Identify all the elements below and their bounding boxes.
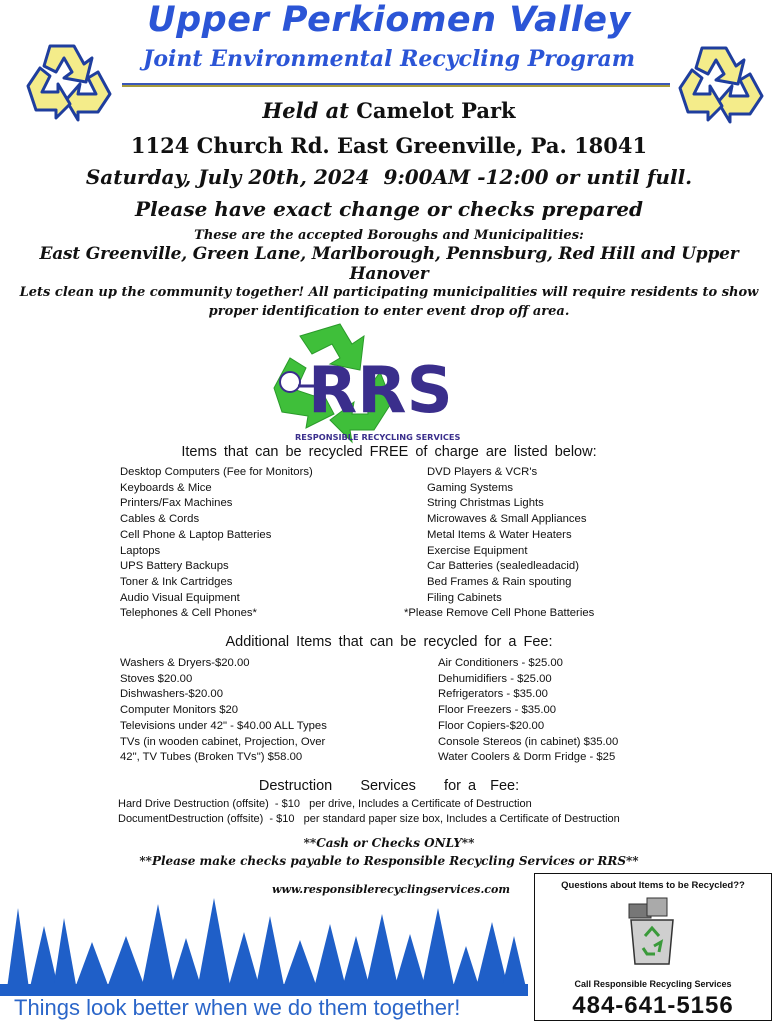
document-destruction-line: DocumentDestruction (offsite) - $10 per standard paper size box, Includes a Certificate of Destruction	[118, 813, 620, 825]
list-item: *Please Remove Cell Phone Batteries	[404, 607, 595, 620]
title-divider	[122, 83, 670, 87]
fee-items-right-list	[438, 656, 618, 766]
accepted-municipalities-intro: These are the accepted Boroughs and Municipalities:	[194, 228, 584, 243]
free-items-header: Items that can be recycled FREE of charge are listed below:	[181, 444, 597, 460]
list-item: Bed Frames & Rain spouting	[427, 575, 572, 588]
list-item: Microwaves & Small Appliances	[427, 513, 587, 526]
event-date-time: Saturday, July 20th, 2024 9:00AM -12:00 or until full.	[85, 165, 693, 189]
cash-or-checks-note: **Cash or Checks ONLY**	[303, 836, 475, 850]
list-item: Water Coolers & Dorm Fridge - $25	[438, 751, 616, 764]
list-item: Floor Freezers - $35.00	[438, 704, 557, 717]
list-item: Washers & Dryers-$20.00	[120, 657, 250, 669]
event-venue: Camelot Park	[356, 98, 516, 123]
list-item: Televisions under 42" - $40.00 ALL Types	[120, 719, 327, 732]
list-item: Console Stereos (in cabinet) $35.00	[438, 735, 619, 748]
list-item: UPS Battery Backups	[120, 560, 229, 573]
list-item: String Christmas Lights	[427, 497, 544, 510]
list-item: Laptops	[120, 544, 161, 557]
fee-items-left-list	[120, 656, 327, 766]
community-note: Lets clean up the community together! All participating municipalities will require residents to show proper identification to enter event drop off area.	[19, 285, 759, 319]
list-item: Stoves $20.00	[120, 672, 193, 685]
event-venue-line	[0, 98, 778, 123]
list-item: Toner & Ink Cartridges	[120, 575, 233, 588]
list-item: Car Batteries (sealedleadacid)	[427, 560, 579, 573]
list-item: Cell Phone & Laptop Batteries	[120, 528, 272, 541]
free-items-right-list	[404, 465, 594, 622]
list-item: Air Conditioners - $25.00	[438, 657, 563, 669]
free-items-left-list	[120, 465, 313, 622]
rrs-logo-graphic	[260, 318, 510, 446]
list-item: Exercise Equipment	[427, 544, 528, 557]
list-item: Audio Visual Equipment	[120, 591, 240, 604]
destruction-header: Destruction Services for a Fee:	[258, 778, 520, 794]
list-item: Gaming Systems	[427, 481, 514, 494]
list-item: TVs (in wooden cabinet, Projection, Over	[120, 735, 326, 748]
recycle-bin-icon	[621, 896, 683, 968]
questions-box-phone[interactable]: 484-641-5156	[572, 992, 734, 1019]
page-subtitle: Joint Environmental Recycling Program	[142, 46, 636, 72]
list-item: Refrigerators - $35.00	[438, 688, 548, 701]
rrs-logo-letters: RRS	[308, 354, 453, 428]
held-at-prefix: Held at	[262, 98, 349, 123]
fee-items-header: Additional Items that can be recycled for a Fee:	[225, 634, 553, 650]
list-item: Floor Copiers-$20.00	[438, 719, 545, 732]
questions-box-call-text: Call Responsible Recycling Services	[574, 979, 732, 989]
list-item: Filing Cabinets	[427, 591, 502, 604]
list-item: Dishwashers-$20.00	[120, 688, 223, 701]
municipalities-list: East Greenville, Green Lane, Marlborough, Pennsburg, Red Hill and Upper Hanover	[39, 244, 739, 284]
website-link[interactable]: www.responsiblerecyclingservices.com	[272, 883, 510, 896]
list-item: DVD Players & VCR's	[427, 466, 538, 478]
list-item: Cables & Cords	[120, 513, 200, 526]
list-item: Dehumidifiers - $25.00	[438, 672, 552, 685]
payment-note: Please have exact change or checks prepared	[135, 197, 643, 221]
hard-drive-destruction-line: Hard Drive Destruction (offsite) - $10 per drive, Includes a Certificate of Destruction	[118, 798, 532, 810]
rrs-logo-tagline: RESPONSIBLE RECYCLING SERVICES	[295, 432, 461, 442]
questions-box	[534, 873, 772, 1021]
list-item: 42", TV Tubes (Broken TVs") $58.00	[120, 751, 303, 764]
checks-payable-note: **Please make checks payable to Responsible Recycling Services or RRS**	[139, 854, 639, 868]
list-item: Keyboards & Mice	[120, 481, 212, 494]
page-title: Upper Perkiomen Valley	[147, 0, 631, 40]
list-item: Desktop Computers (Fee for Monitors)	[120, 466, 313, 478]
list-item: Telephones & Cell Phones*	[120, 607, 257, 620]
rrs-logo	[260, 318, 510, 446]
tree-silhouettes	[0, 896, 528, 996]
list-item: Metal Items & Water Heaters	[427, 528, 572, 541]
slogan: Things look better when we do them together!	[14, 995, 461, 1020]
event-address: 1124 Church Rd. East Greenville, Pa. 18041	[130, 133, 648, 158]
list-item: Printers/Fax Machines	[120, 497, 233, 510]
questions-box-title: Questions about Items to be Recycled??	[561, 880, 745, 891]
list-item: Computer Monitors $20	[120, 704, 239, 717]
